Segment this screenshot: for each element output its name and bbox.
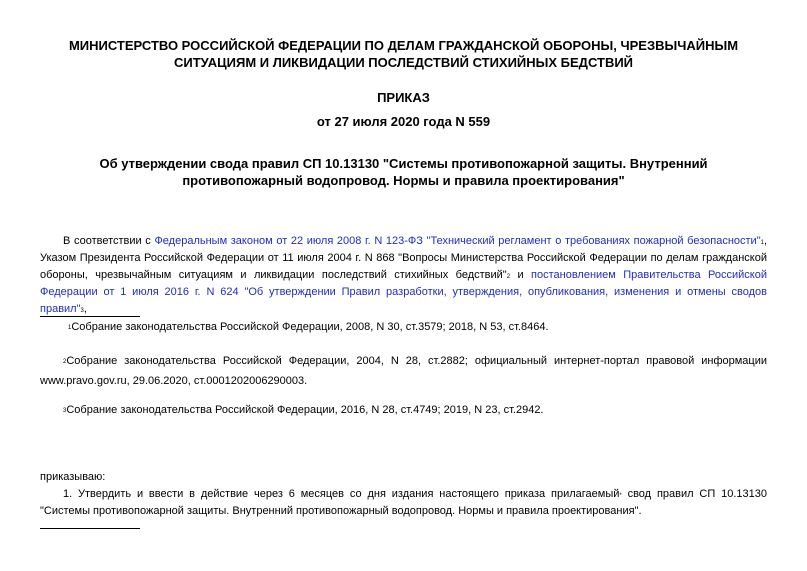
preamble-paragraph xyxy=(40,233,767,318)
preamble xyxy=(40,233,767,318)
preamble-intro: В соответствии с xyxy=(63,235,155,247)
federal-law-link[interactable]: Федеральным законом от 22 июля 2008 г. N 123-ФЗ "Технический регламент о требованиях пожарной безопасности" xyxy=(154,235,761,247)
footnote-number: 2 xyxy=(63,359,67,365)
footnote-number: 3 xyxy=(63,408,67,414)
preamble-mid-1: , Указом Президента Российской Федерации от 11 июля 2004 г. N 868 "Вопросы Министерства Российской Федерации по делам гражданской обороны, чрезвычайным ситуациям и ликвидации последствий стихийных бедствий" xyxy=(40,235,768,281)
decree-item-text-b: свод правил СП 10.13130 "Системы противопожарной защиты. Внутренний противопожарный водопровод. Нормы и правила проектирования". xyxy=(40,488,767,517)
order-title: Об утверждении свода правил СП 10.13130 "Системы противопожарной защиты. Внутренний противопожарный водопровод. Нормы и правила проектирования" xyxy=(99,156,708,188)
footnote-number: 1 xyxy=(68,325,72,331)
footnote-3 xyxy=(40,400,767,420)
government-decree-link[interactable]: постановлением Правительства Российской Федерации от 1 июля 2016 г. N 624 "Об утверждении Правил разработки, утверждения, опубликования, изменения и отмены сводов правил" xyxy=(40,269,767,315)
footnote-1 xyxy=(40,317,767,337)
footnote-text: Собрание законодательства Российской Федерации, 2004, N 28, ст.2882; официальный интернет-портал правовой информации www.pravo.gov.ru, 29.06.2020, ст.0001202006290003. xyxy=(40,355,767,387)
footnote-ref-star[interactable]: * xyxy=(619,493,622,499)
decree-word-text: приказываю: xyxy=(40,471,106,483)
footnote-text: Собрание законодательства Российской Федерации, 2008, N 30, ст.3579; 2018, N 53, ст.8464. xyxy=(71,321,549,333)
footnote-ref-3[interactable]: 3 xyxy=(80,308,84,314)
footnote-ref-2[interactable]: 2 xyxy=(506,274,511,280)
decree-item-text-a: 1. Утвердить и ввести в действие через 6 месяцев со дня издания настоящего приказа прилагаемый xyxy=(63,488,620,500)
footnote-divider-bottom xyxy=(40,528,140,529)
ministry-heading: МИНИСТЕРСТВО РОССИЙСКОЙ ФЕДЕРАЦИИ ПО ДЕЛАМ ГРАЖДАНСКОЙ ОБОРОНЫ, ЧРЕЗВЫЧАЙНЫМ СИТУАЦИЯМ И ЛИКВИДАЦИИ ПОСЛЕДСТВИЙ СТИХИЙНЫХ БЕДСТВИЙ xyxy=(68,38,739,70)
decree-word xyxy=(40,469,767,486)
decree-item-paragraph xyxy=(40,486,767,520)
preamble-end: , xyxy=(83,303,87,315)
footnote-ref-1[interactable]: 1 xyxy=(760,240,764,246)
decree-item-1 xyxy=(40,486,767,520)
order-date-number: от 27 июля 2020 года N 559 xyxy=(316,114,491,129)
preamble-mid-2: и xyxy=(510,269,532,281)
document-type: ПРИКАЗ xyxy=(377,90,430,105)
footnote-2 xyxy=(40,351,767,391)
footnote-text: Собрание законодательства Российской Федерации, 2016, N 28, ст.4749; 2019, N 23, ст.2942. xyxy=(66,404,544,416)
